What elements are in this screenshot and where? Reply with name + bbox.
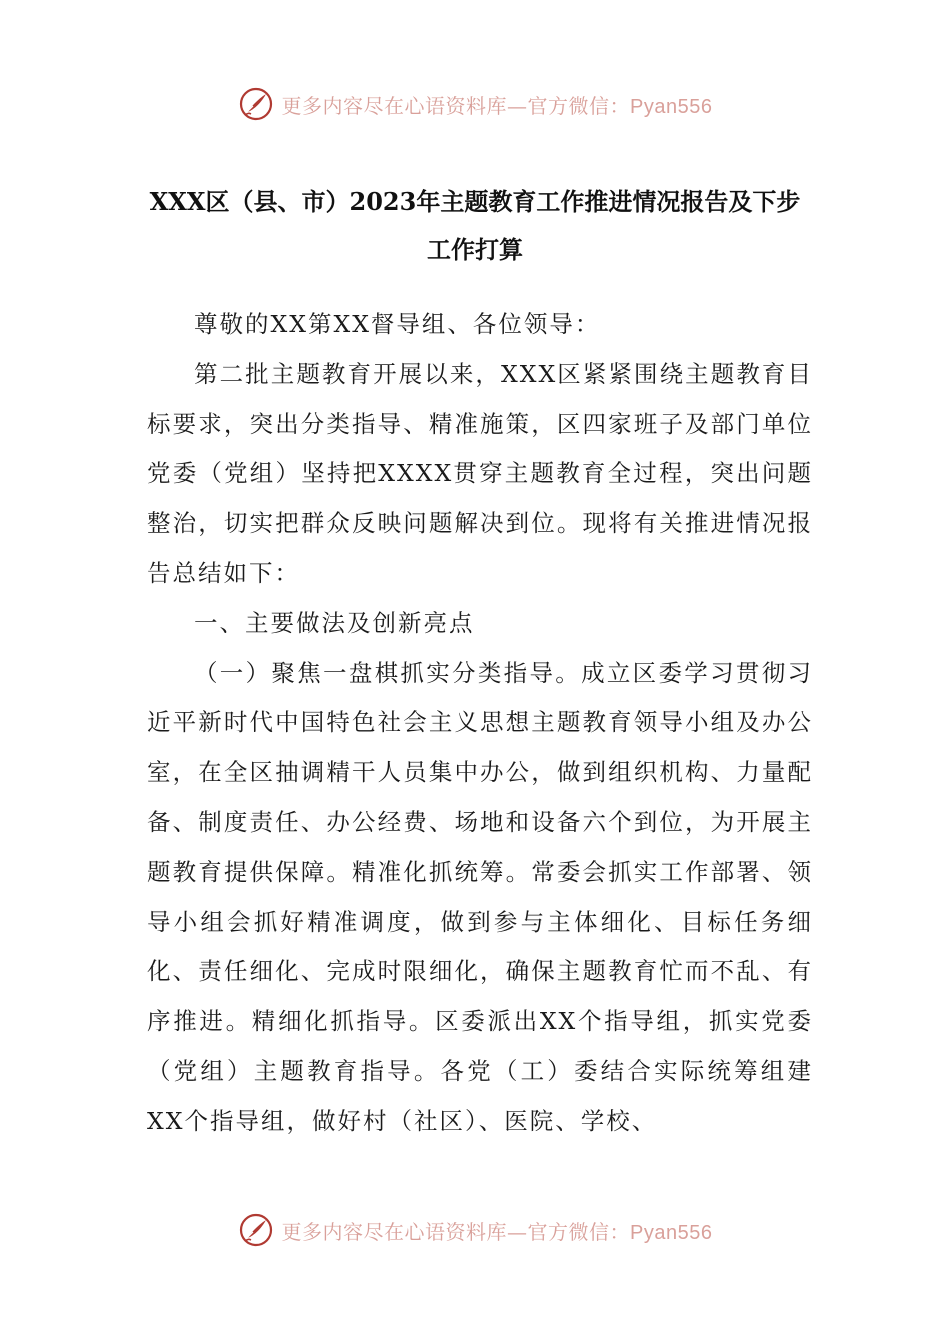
wechat-handle: Pyan556: [630, 95, 713, 118]
title-line-1: XXX区（县、市）2023年主题教育工作推进情况报告及下步: [149, 187, 801, 216]
banner-text: 更多内容尽在心语资料库—官方微信：Pyan556: [281, 1219, 713, 1244]
title-line-2: 工作打算: [427, 235, 523, 264]
quill-logo-icon: [238, 86, 274, 122]
header-banner: [0, 84, 950, 124]
intro-paragraph: 第二批主题教育开展以来，XXX区紧紧围绕主题教育目标要求，突出分类指导、精准施策，区四家班子及部门单位党委（党组）坚持把XXXX贯穿主题教育全过程，突出问题整治，切实把群众反映问题解决到位。现将有关推进情况报告总结如下：: [147, 359, 813, 587]
section-heading: 一、主要做法及创新亮点: [194, 608, 475, 637]
quill-logo-icon: [238, 1212, 274, 1248]
wechat-handle: Pyan556: [630, 1221, 713, 1244]
banner-text: 更多内容尽在心语资料库—官方微信：Pyan556: [281, 93, 713, 118]
document-body: [147, 300, 813, 1147]
footer-banner: [0, 1210, 950, 1250]
document-title: [140, 178, 810, 274]
salutation: 尊敬的XX第XX督导组、各位领导：: [194, 310, 601, 338]
body-paragraph: （一）聚焦一盘棋抓实分类指导。成立区委学习贯彻习近平新时代中国特色社会主义思想主题教育领导小组及办公室，在全区抽调精干人员集中办公，做到组织机构、力量配备、制度责任、办公经费、场地和设备六个到位，为开展主题教育提供保障。精准化抓统筹。常委会抓实工作部署、领导小组会抓好精准调度，做到参与主体细化、目标任务细化、责任细化、完成时限细化，确保主题教育忙而不乱、有序推进。精细化抓指导。区委派出XX个指导组，抓实党委（党组）主题教育指导。各党（工）委结合实际统筹组建XX个指导组，做好村（社区）、医院、学校、: [147, 658, 813, 1135]
